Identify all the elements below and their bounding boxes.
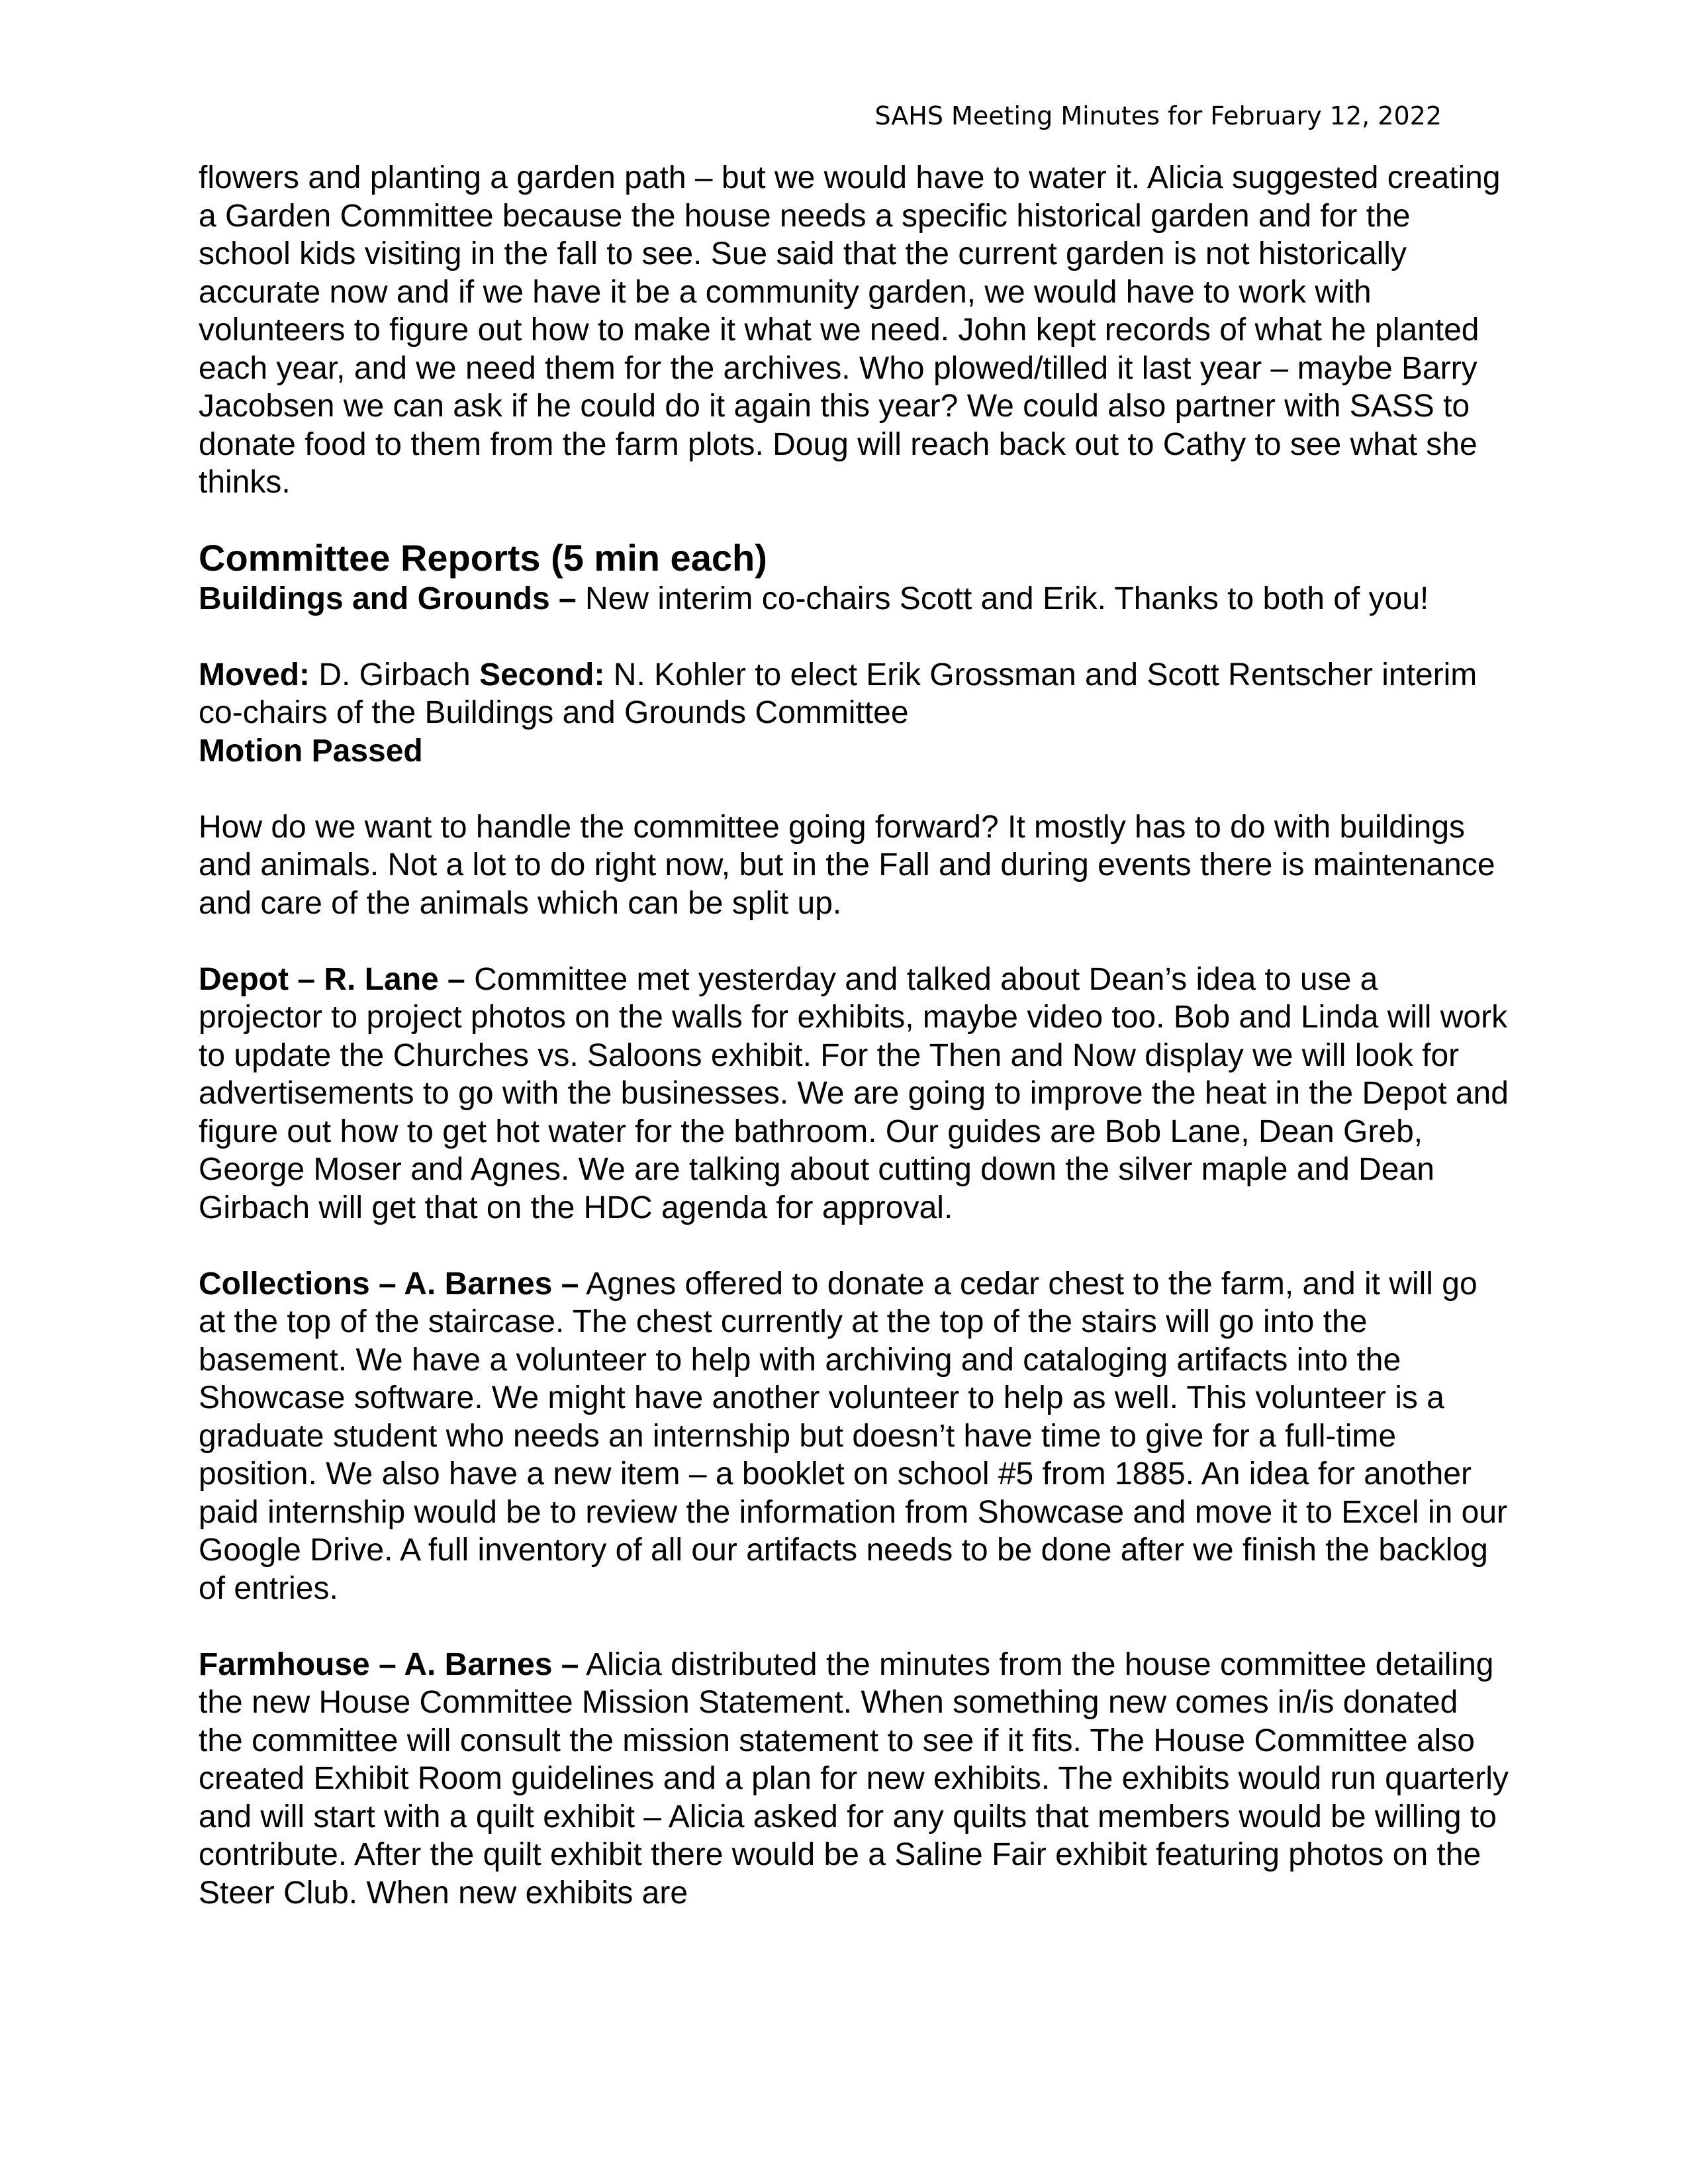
buildings-followup-paragraph: How do we want to handle the committee going forward? It mostly has to do with buildings and animals. Not a lot to do right now, but in the Fall and during events there is maintenance and care of the animals which can be split up.: [199, 809, 1495, 921]
farmhouse-label: Farmhouse – A. Barnes –: [199, 1646, 579, 1682]
depot-paragraph: [199, 961, 1509, 1227]
collections-paragraph: [199, 1265, 1509, 1608]
farmhouse-paragraph: [199, 1646, 1509, 1913]
farmhouse-text: Alicia distributed the minutes from the house committee detailing the new House Committee Mission Statement. When something new comes in/is donated the committee will consult the mission statement to see if it fits. The House Committee also created Exhibit Room guidelines and a plan for new exhibits. The exhibits would run quarterly and will start with a quilt exhibit – Alicia asked for any quilts that members would be willing to contribute. After the quilt exhibit there would be a Saline Fair exhibit featuring photos on the Steer Club. When new exhibits are: [199, 1646, 1509, 1911]
buildings-grounds-text: New interim co-chairs Scott and Erik. Thanks to both of you!: [576, 581, 1429, 616]
depot-text: Committee met yesterday and talked about Dean’s idea to use a projector to project photos on the walls for exhibits, maybe video too. Bob and Linda will work to update the Churches vs. Saloons exhibit. For the Then and Now display we will look for advertisements to go with the businesses. We are going to improve the heat in the Depot and figure out how to get hot water for the bathroom. Our guides are Bob Lane, Dean Greb, George Moser and Agnes. We are talking about cutting down the silver maple and Dean Girbach will get that on the HDC agenda for approval.: [199, 961, 1509, 1225]
garden-discussion-paragraph: flowers and planting a garden path – but we would have to water it. Alicia suggested creating a Garden Committee because the house needs a specific historical garden and for the school kids visiting in the fall to see. Sue said that the current garden is not historically accurate now and if we have it be a community garden, we would have to work with volunteers to figure out how to make it what we need. John kept records of what he planted each year, and we need them for the archives. Who plowed/tilled it last year – maybe Barry Jacobsen we can ask if he could do it again this year? We could also partner with SASS to donate food to them from the farm plots. Doug will reach back out to Cathy to see what she thinks.: [199, 160, 1501, 500]
moved-label: Moved:: [199, 657, 310, 692]
motion-passed-label: Motion Passed: [199, 733, 423, 769]
motion-result: [199, 732, 1509, 771]
collections-label: Collections – A. Barnes –: [199, 1266, 579, 1302]
buildings-grounds-label: Buildings and Grounds –: [199, 581, 577, 616]
second-text: N. Kohler to elect Erik Grossman and Scott Rentscher interim co-chairs of the Buildings and Grounds Committee: [199, 657, 1477, 730]
moved-text: D. Girbach: [310, 657, 480, 692]
minutes-body: [199, 159, 1509, 1912]
depot-label: Depot – R. Lane –: [199, 961, 465, 997]
buildings-grounds-paragraph: [199, 580, 1509, 618]
second-label: Second:: [479, 657, 605, 692]
committee-reports-heading: Committee Reports (5 min each): [199, 536, 767, 579]
running-header: SAHS Meeting Minutes for February 12, 2022: [874, 101, 1442, 130]
motion-paragraph: [199, 656, 1509, 732]
collections-text: Agnes offered to donate a cedar chest to the farm, and it will go at the top of the staircase. The chest currently at the top of the stairs will go into the basement. We have a volunteer to help with archiving and cataloging artifacts into the Showcase software. We might have another volunteer to help as well. This volunteer is a graduate student who needs an internship but doesn’t have time to give for a full-time position. We also have a new item – a booklet on school #5 from 1885. An idea for another paid internship would be to review the information from Showcase and move it to Excel in our Google Drive. A full inventory of all our artifacts needs to be done after we finish the backlog of entries.: [199, 1266, 1508, 1606]
